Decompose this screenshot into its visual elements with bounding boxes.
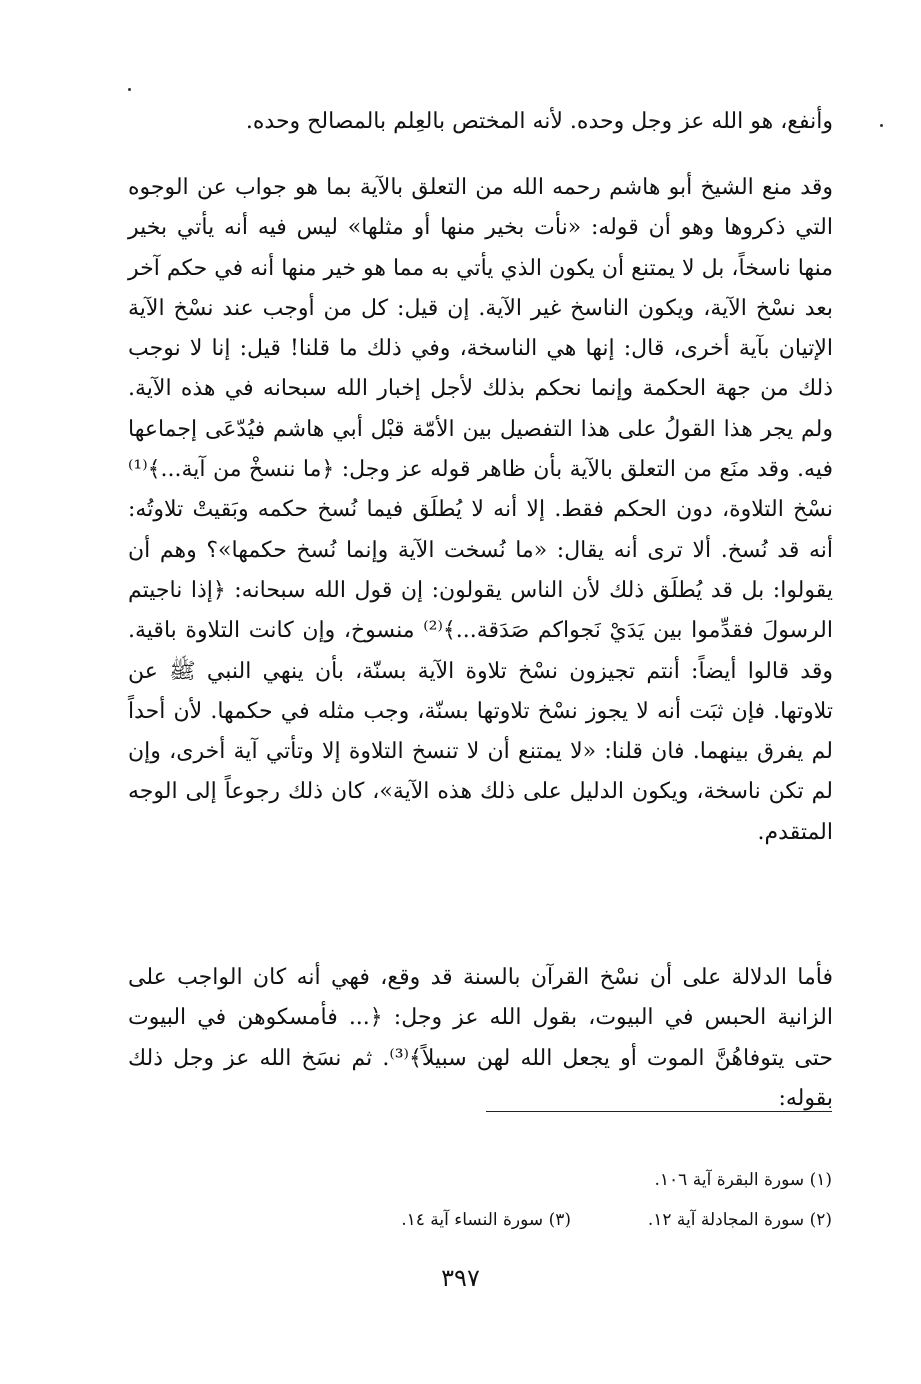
paragraph-2: وقد منع الشيخ أبو هاشم رحمه الله من التعلق بالآية بما هو جواب عن الوجوه التي ذكروها وهو أن قوله: «نأت بخير منها أو مثلها» ليس فيه أنه يأتي بخير منها ناسخاً، بل لا يمتنع أن يكون الذي يأتي به مما هو خير منها أنه في حكم آخر بعد نسْخ الآية، ويكون الناسخ غير الآية. إن قيل: كل من أوجب عند نسْخ الآية الإتيان بآية أخرى، قال: إنها هي الناسخة، وفي ذلك ما قلنا! قيل: إنا لا نوجب ذلك من جهة الحكمة وإنما نحكم بذلك لأجل إخبار الله سبحانه في هذه الآية. ولم يجر هذا القولُ على هذا التفصيل بين الأمّة قبْل أبي هاشم فيُدّعَى إجماعها فيه. وقد منَع من التعلق بالآية بأن ظاهر قوله عز وجل: ﴿ما ننسخْ من آية...﴾⁽¹⁾ نسْخ التلاوة، دون الحكم فقط. إلا أنه لا يُطلَق فيما نُسخ حكمه وبَقيتْ تلاوتُه: أنه قد نُسخ. ألا ترى أنه يقال: «ما نُسخت الآية وإنما نُسخ حكمها»؟ وهم أن يقولوا: بل قد يُطلَق ذلك لأن الناس يقولون: إن قول الله سبحانه: ﴿إذا ناجيتم الرسولَ فقدِّموا بين يَدَيْ نَجواكم صَدَقة...﴾⁽²⁾ منسوخ، وإن كانت التلاوة باقية. وقد قالوا أيضاً: أنتم تجيزون نسْخ تلاوة الآية بسنّة، بأن ينهي النبي ﷺ عن تلاوتها. فإن ثبَت أنه لا يجوز نسْخ تلاوتها بسنّة، وجب مثله في حكمها. لأن أحداً لم يفرق بينهما. فان قلنا: «لا يمتنع أن لا تنسخ التلاوة إلا وتأتي آية أخرى، وإن لم تكن ناسخة، ويكون الدليل على ذلك هذه الآية»، كان ذلك رجوعاً إلى الوجه المتقدم. — [128, 175, 833, 845]
footnote-2: (٢) سورة المجادلة آية ١٢. — [647, 1210, 832, 1230]
scan-speck — [128, 88, 131, 91]
footnote-1: (١) سورة البقرة آية ١٠٦. — [654, 1170, 832, 1190]
paragraph-3: فأما الدلالة على أن نسْخ القرآن بالسنة قد وقع، فهي أنه كان الواجب على الزانية الحبس في البيوت، بقول الله عز وجل: ﴿... فأمسكوهن في البيوت حتى يتوفاهُنَّ الموت أو يجعل الله لهن سبيلاً﴾⁽³⁾. ثم نسَخ الله عز وجل ذلك بقوله: — [128, 965, 833, 1111]
paragraph-1: وأنفع، هو الله عز وجل وحده. لأنه المختص بالعِلم بالمصالح وحده. — [245, 109, 833, 134]
footnote-3: (٣) سورة النساء آية ١٤. — [401, 1210, 571, 1230]
scan-speck — [880, 124, 883, 127]
footnote-divider — [486, 1111, 832, 1112]
page-number: ٣٩٧ — [441, 1264, 480, 1292]
